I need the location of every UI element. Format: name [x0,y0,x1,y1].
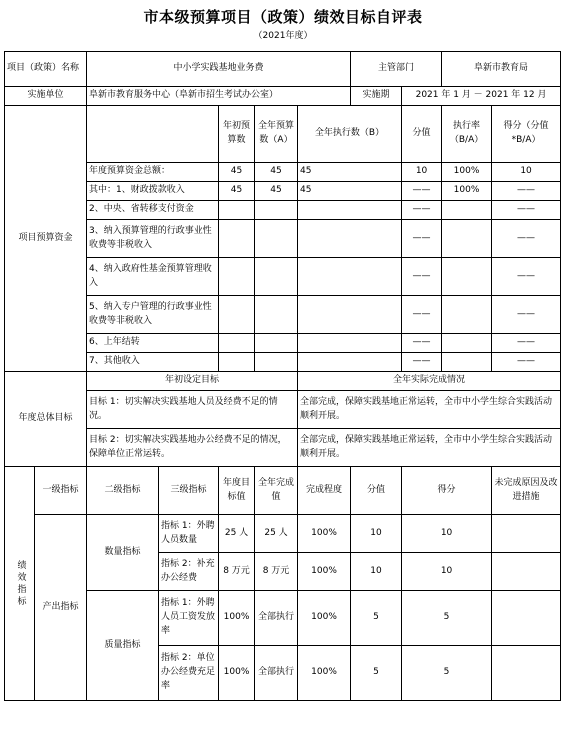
budget-row: 3、纳入预算管理的行政事业性收费等非税收入 —— —— [5,220,561,258]
perf-score-header: 得分 [402,467,492,515]
budget-row: 7、其他收入 —— —— [5,353,561,372]
evaluation-table [4,51,561,701]
initial-budget-header: 年初预算数 [219,106,255,163]
budget-row: 6、上年结转 —— —— [5,334,561,353]
completion-header: 完成程度 [298,467,351,515]
output-indicator-label: 产出指标 [35,515,87,701]
goal-row: 目标 1：切实解决实践基地人员及经费不足的情况。 全部完成，保障实践基地正常运转，全市中小学生综合实践活动顺利开展。 [5,391,561,429]
budget-header-row [5,106,561,163]
annual-target-header: 年度目标值 [219,467,255,515]
performance-row: 产出指标 数量指标 指标 1：外聘人员数量 25 人 25 人 100% 10 10 [5,515,561,553]
goals-section-label: 年度总体目标 [5,372,87,467]
project-name-value: 中小学实践基地业务费 [87,52,351,87]
goals-set-header: 年初设定目标 [87,372,298,391]
department-label: 主管部门 [351,52,442,87]
period-value: 2021 年 1 月 － 2021 年 12 月 [402,87,561,106]
period-label: 实施期 [351,87,402,106]
goals-header-row [5,372,561,391]
budget-row: 年度预算资金总额： 45 45 45 10 100% 10 [5,163,561,182]
unit-row [5,87,561,106]
level1-header: 一级指标 [35,467,87,515]
full-year-value-header: 全年完成值 [255,467,298,515]
score-header: 得分（分值*B/A） [492,106,561,163]
quantity-indicator-label: 数量指标 [87,515,159,591]
exec-rate-header: 执行率（B/A） [442,106,492,163]
project-name-row [5,52,561,87]
performance-section-label: 绩效指标 [5,467,35,701]
unit-value: 阜新市教育服务中心（阜新市招生考试办公室） [87,87,351,106]
budget-section-label: 项目预算资金 [5,106,87,372]
goal-row: 目标 2：切实解决实践基地办公经费不足的情况，保障单位正常运转。 全部完成，保障实践基地正常运转，全市中小学生综合实践活动顺利开展。 [5,429,561,467]
budget-row: 其中：1、财政拨款收入 45 45 45 —— 100% —— [5,182,561,201]
budget-row: 2、中央、省转移支付资金 —— —— [5,201,561,220]
department-value: 阜新市教育局 [442,52,561,87]
level3-header: 三级指标 [159,467,219,515]
form-title: 市本级预算项目（政策）绩效目标自评表 [143,8,423,26]
performance-row: 质量指标 指标 1：外聘人员工资发放率 100% 全部执行 100% 5 5 [5,591,561,646]
full-year-budget-header: 全年预算数（A） [255,106,298,163]
budget-row: 5、纳入专户管理的行政事业性收费等非税收入 —— —— [5,296,561,334]
executed-header: 全年执行数（B） [298,106,402,163]
unit-label: 实施单位 [5,87,87,106]
quality-indicator-label: 质量指标 [87,591,159,701]
reason-header: 未完成原因及改进措施 [492,467,561,515]
budget-row: 4、纳入政府性基金预算管理收入 —— —— [5,258,561,296]
performance-row: 指标 2：单位办公经费充足率 100% 全部执行 100% 5 5 [5,646,561,701]
performance-row: 指标 2：补充办公经费 8 万元 8 万元 100% 10 10 [5,553,561,591]
goals-actual-header: 全年实际完成情况 [298,372,561,391]
perf-score-value-header: 分值 [351,467,402,515]
level2-header: 二级指标 [87,467,159,515]
score-value-header: 分值 [402,106,442,163]
form-subtitle: （2021年度） [253,31,313,41]
project-name-label: 项目（政策）名称 [5,52,87,87]
performance-header-row [5,467,561,515]
